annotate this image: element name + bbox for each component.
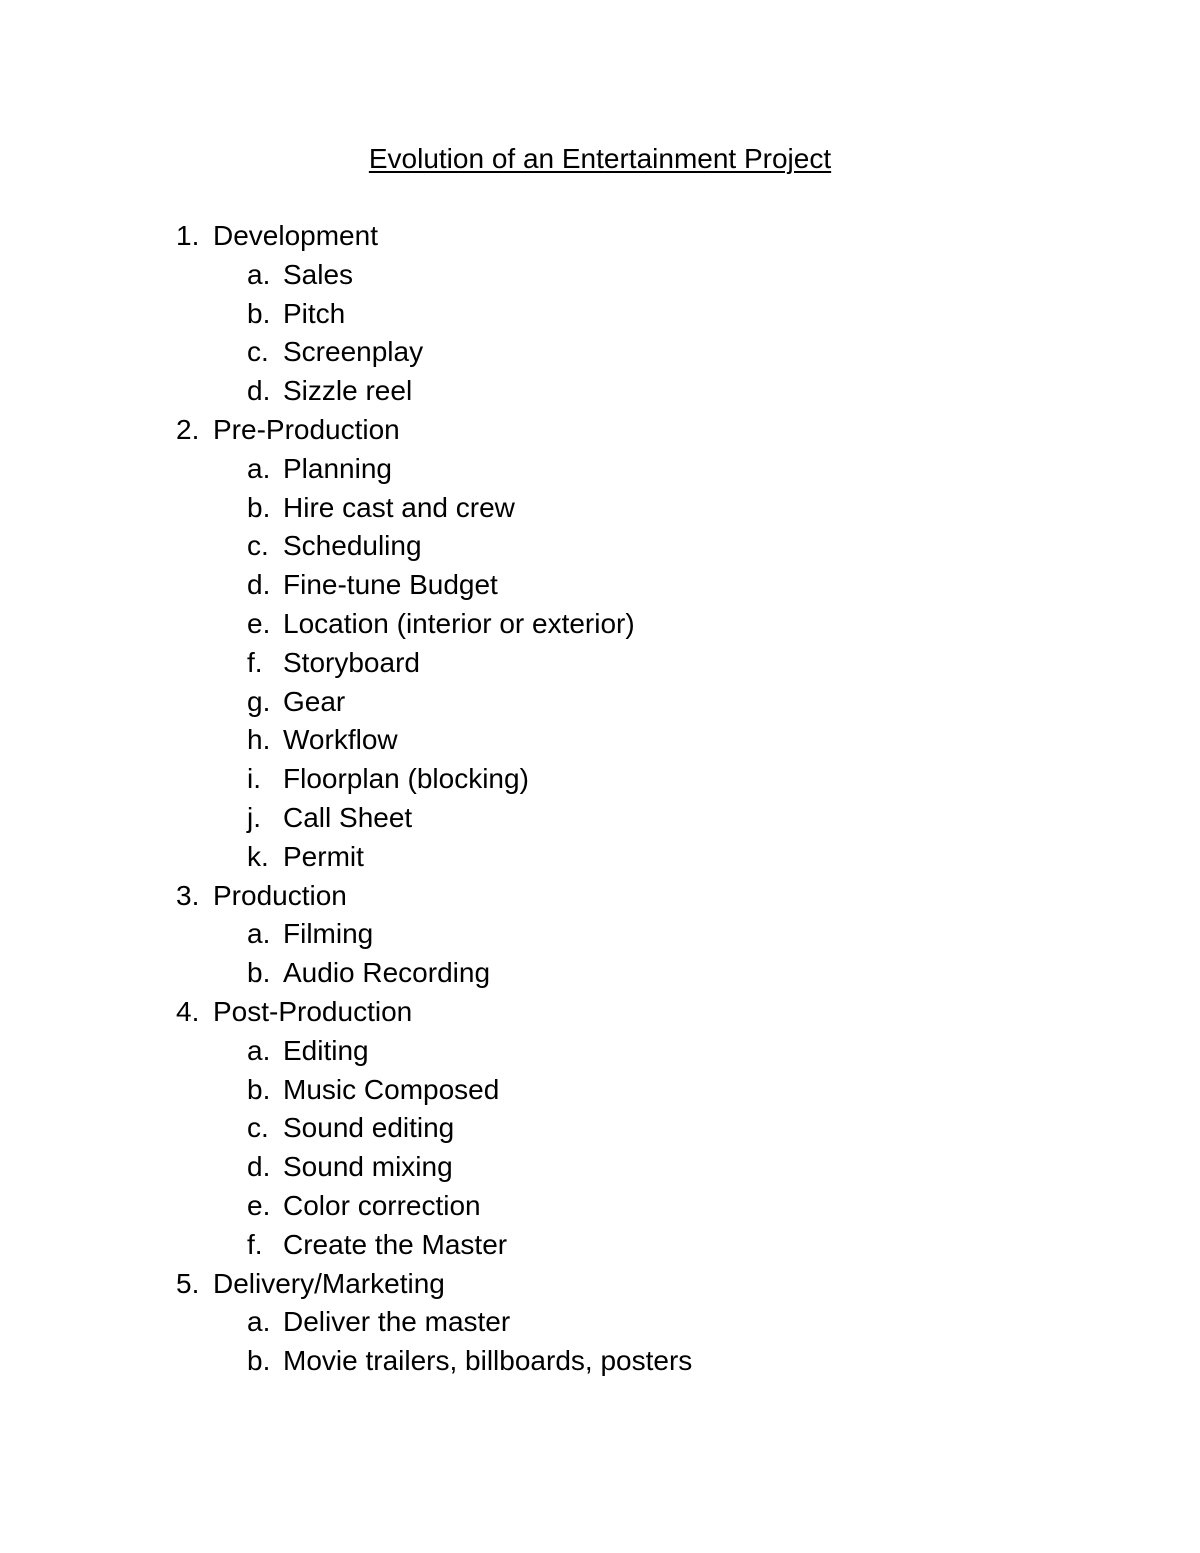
item-letter: f. (247, 1228, 263, 1260)
list-item (176, 644, 1136, 683)
list-item (176, 256, 1136, 295)
item-label: Storyboard (283, 646, 420, 678)
section-number: 5. (176, 1267, 200, 1299)
list-item (176, 1032, 1136, 1071)
item-letter: b. (247, 1345, 271, 1377)
item-letter: e. (247, 1189, 271, 1221)
section-heading (176, 993, 1136, 1032)
item-label: Create the Master (283, 1228, 508, 1260)
section-heading (176, 411, 1136, 450)
list-item (176, 527, 1136, 566)
list-item (176, 1226, 1136, 1265)
item-label: Color correction (283, 1189, 481, 1221)
item-letter: a. (247, 918, 271, 950)
list-item (176, 489, 1136, 528)
item-label: Sound mixing (283, 1151, 453, 1183)
item-label: Filming (283, 918, 374, 950)
item-letter: d. (247, 1151, 271, 1183)
item-letter: a. (247, 452, 271, 484)
list-item (176, 1342, 1136, 1381)
section-number: 4. (176, 995, 200, 1027)
item-label: Scheduling (283, 530, 422, 562)
item-letter: k. (247, 840, 269, 872)
list-item (176, 333, 1136, 372)
section-number: 1. (176, 220, 200, 251)
item-letter: c. (247, 1112, 269, 1144)
list-item (176, 1187, 1136, 1226)
list-item (176, 566, 1136, 605)
item-letter: a. (247, 1306, 271, 1338)
item-letter: h. (247, 724, 271, 756)
item-label: Music Composed (283, 1073, 500, 1105)
item-label: Sound editing (283, 1112, 455, 1144)
item-letter: j. (247, 801, 261, 833)
section-heading (176, 877, 1136, 916)
item-letter: c. (247, 336, 269, 368)
item-label: Movie trailers, billboards, posters (283, 1345, 693, 1377)
section-number: 2. (176, 413, 200, 445)
item-label: Screenplay (283, 336, 424, 368)
item-label: Sizzle reel (283, 375, 413, 407)
item-letter: g. (247, 685, 271, 717)
item-letter: e. (247, 607, 271, 639)
item-label: Deliver the master (283, 1306, 511, 1338)
section-heading (176, 1265, 1136, 1304)
page-title (0, 140, 1200, 178)
section-label: Post-Production (213, 995, 413, 1027)
item-label: Editing (283, 1034, 369, 1066)
item-label: Audio Recording (283, 957, 491, 989)
list-item (176, 372, 1136, 411)
item-label: Pitch (283, 297, 346, 329)
item-letter: b. (247, 957, 271, 989)
outline-list (176, 217, 1136, 1381)
list-item (176, 915, 1136, 954)
item-label: Call Sheet (283, 801, 413, 833)
list-item (176, 295, 1136, 334)
item-letter: b. (247, 491, 271, 523)
list-item (176, 605, 1136, 644)
list-item (176, 954, 1136, 993)
item-letter: b. (247, 1073, 271, 1105)
item-label: Location (interior or exterior) (283, 607, 635, 639)
list-item (176, 1109, 1136, 1148)
section-label: Delivery/Marketing (213, 1267, 445, 1299)
list-item (176, 721, 1136, 760)
item-letter: f. (247, 646, 263, 678)
list-item (176, 760, 1136, 799)
section-number: 3. (176, 879, 200, 911)
item-label: Floorplan (blocking) (283, 763, 529, 795)
list-item (176, 1071, 1136, 1110)
section-label: Production (213, 879, 347, 911)
item-letter: d. (247, 375, 271, 407)
section-label: Pre-Production (213, 413, 400, 445)
page-title-text: Evolution of an Entertainment Project (368, 143, 832, 174)
item-letter: a. (247, 1034, 271, 1066)
list-item (176, 1303, 1136, 1342)
item-label: Fine-tune Budget (283, 569, 498, 601)
item-label: Sales (283, 258, 354, 290)
item-letter: i. (247, 763, 261, 795)
item-label: Permit (283, 840, 364, 872)
item-label: Gear (283, 685, 346, 717)
item-label: Hire cast and crew (283, 491, 515, 523)
list-item (176, 838, 1136, 877)
item-letter: b. (247, 297, 271, 329)
list-item (176, 683, 1136, 722)
section-label: Development (213, 220, 378, 251)
item-letter: c. (247, 530, 269, 562)
list-item (176, 799, 1136, 838)
item-label: Planning (283, 452, 392, 484)
item-letter: a. (247, 258, 271, 290)
section-heading (176, 217, 1136, 256)
item-label: Workflow (283, 724, 398, 756)
list-item (176, 450, 1136, 489)
list-item (176, 1148, 1136, 1187)
item-letter: d. (247, 569, 271, 601)
